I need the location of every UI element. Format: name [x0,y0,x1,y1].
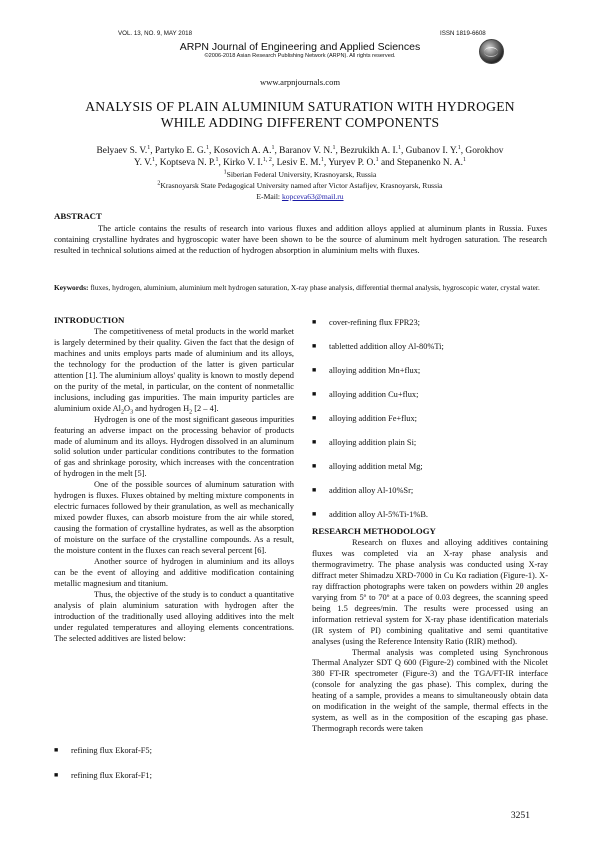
bullet-icon: ■ [312,318,317,326]
title-line-2: WHILE ADDING DIFFERENT COMPONENTS [160,115,440,130]
bullet-icon: ■ [312,438,317,446]
list-item-text: alloying addition metal Mg; [329,462,423,471]
keywords-block [54,283,547,293]
page-number: 3251 [510,810,530,821]
methodology-heading: RESEARCH METHODOLOGY [312,526,436,536]
intro-paragraph-3: One of the possible sources of aluminum saturation with hydrogen is fluxes. Fluxes obtained by melting mixture components in electric furnaces followed by their granulation, as well as mechanically mixed powder fluxes, can absorb moisture from the air while stored, causing the formation of crystalline hydrates, as well as the absorption of moisture on the surface of the crystalline compounds. As a result, the moisture content in the fluxes can reach several percent [6]. [54,480,294,556]
email-link[interactable]: kopceva63@mail.ru [281,192,344,201]
bullet-icon: ■ [312,486,317,494]
introduction-heading: INTRODUCTION [54,315,125,325]
list-item-text: alloying addition Mn+flux; [329,366,421,375]
bullet-icon: ■ [312,342,317,350]
volume-info: VOL. 13, NO. 9, MAY 2018 [118,30,193,37]
copyright-line: ©2006-2018 Asian Research Publishing Network (ARPN). All rights reserved. [204,53,396,59]
abstract-heading: ABSTRACT [54,211,102,221]
issn: ISSN 1819-6608 [440,30,486,37]
introduction-body [54,327,294,645]
bullet-icon: ■ [312,462,317,470]
bullet-icon: ■ [54,746,59,754]
list-item-text: alloying addition plain Si; [329,438,417,447]
list-item-text: refining flux Ekoraf-F1; [71,771,152,780]
list-item-text: cover-refining flux FPR23; [329,318,421,327]
author-list [30,145,570,169]
journal-name: ARPN Journal of Engineering and Applied Sciences [179,41,421,53]
list-item-text: tabletted addition alloy Al-80%Ti; [329,342,444,351]
paper-title [40,99,560,131]
bullet-icon: ■ [312,366,317,374]
methodology-paragraph-2: Thermal analysis was completed using Synchronous Thermal Analyzer SDT Q 600 (Figure-2) combined with the Nicolet 380 FT-IR spectrometer (Figure-3) and the TGA/FT-IR interface (console for analyzing the gas phase). This complex, during the heating of a sample, provides a means to simultaneously obtain data on modification in the weight of the sample, thermal effects in the system, as well as in the composition of the escaping gas phase. Thermograph records were taken [312,647,548,734]
bullet-icon: ■ [312,414,317,422]
list-item-text: refining flux Ekoraf-F5; [71,746,152,755]
intro-paragraph-5: Thus, the objective of the study is to conduct a quantitative analysis of plain aluminium saturation with hydrogen after the introduction of the traditionally used alloying additives into the melt under regulated temperatures and alloying elements concentrations. The selected additives are listed below: [54,589,294,643]
authors-line-1: Belyaev S. V.$^1$, Partyko E. G.$^1$, Kosovich A. A.$^1$, Baranov V. N.$^1$, Bezrukikh A. I.$^1$, Gubanov I. Y.$^1$, Gorokhov [96,144,504,156]
email-label: E-Mail: [256,192,282,201]
list-item-text: alloying addition Cu+flux; [329,390,419,399]
right-bullet-list [312,318,548,518]
intro-paragraph-2: Hydrogen is one of the most significant gaseous impurities featuring an adverse impact on the processing behavior of products made of aluminum and its alloys. Hydrogen dissolved in an aluminum solid solution under particular conditions contributes to the formation of gas and shrinkage porosity, which increases with the concentration of hydrogen in the melt [5]. [54,414,294,479]
affiliation-1: $^1$Siberian Federal University, Krasnoyarsk, Russia [223,169,377,179]
intro-paragraph-1: The competitiveness of metal products in the world market is largely determined by their quality. Given the fact that the design of machines and units employs parts made of aluminium and its alloys, the technology for the production of the latter is given particular attention [1]. The aluminium alloys' quality is known to mostly depend on the purity of the metal, in particular, on the content of nonmetallic inclusions, including gas impurities. The main impurity particles are aluminium oxide $Al_2O_3$ and hydrogen $H_2$ [2 – 4]. [54,327,294,416]
email-line [30,192,570,202]
abstract-text: The article contains the results of research into various fluxes and addition alloys applied at aluminum plants in Russia. Fuxes containing crystalline hydrates and hygroscopic water have been shown to be the source of aluminum melt hydrogen saturation. The research resulted in technical solutions aimed at the reduction of hydrogen absorption in aluminium melts with fluxes. [54,224,547,256]
affiliation-2: $^2$Krasnoyarsk State Pedagogical University named after Victor Astafijev, Krasnoyarsk, Russia [157,180,443,190]
methodology-paragraph-1: Research on fluxes and alloying additives containing fluxes was completed via an X-ray phase analysis and thermogravimetry. The phase analysis was conducted using X-ray diffract meter Shimadzu XRD-7000 in Cu Kα radiation (Figure-1). X-ray diffraction photographs were taken on powders within 2θ angles varying from 5º to 70º at a pace of 0.03 degrees, the scanning speed being 1.5 degrees/min. The results were processed using an information retrieval system for X-ray phase identification materials (IR system of PI) combining qualitative and semi quantitative analyses (using the Reference Intensity Ratio (RIR) method). [312,538,548,646]
keywords-label: Keywords: [54,283,89,292]
keywords-text: fluxes, hydrogen, aluminium, aluminium melt hydrogen saturation, X-ray phase analysis, differential thermal analysis, hygroscopic water, crystal water. [88,283,540,292]
list-item-text: addition alloy Al-10%Sr; [329,486,414,495]
left-bullet-list [54,746,294,786]
intro-paragraph-4: Another source of hydrogen in aluminium and its alloys can be the event of alloying and additive modification containing metallic magnesium and titanium. [54,557,294,588]
title-line-1: ANALYSIS OF PLAIN ALUMINIUM SATURATION WITH HYDROGEN [85,99,515,114]
list-item-text: addition alloy Al-5%Ti-1%B. [329,510,429,519]
arpn-logo-icon [479,39,504,64]
bullet-icon: ■ [54,771,59,779]
website-link[interactable]: www.arpnjournals.com [259,77,341,87]
methodology-body [312,538,548,735]
bullet-icon: ■ [312,510,317,518]
bullet-icon: ■ [312,390,317,398]
authors-line-2: Y. V.$^1$, Koptseva N. P.$^1$, Kirko V. I.$^{1, 2}$, Lesiv E. M.$^1$, Yuryev P. O.$^1$ and Stepanenko N. A.$^1$ [134,156,466,168]
list-item-text: alloying addition Fe+flux; [329,414,417,423]
